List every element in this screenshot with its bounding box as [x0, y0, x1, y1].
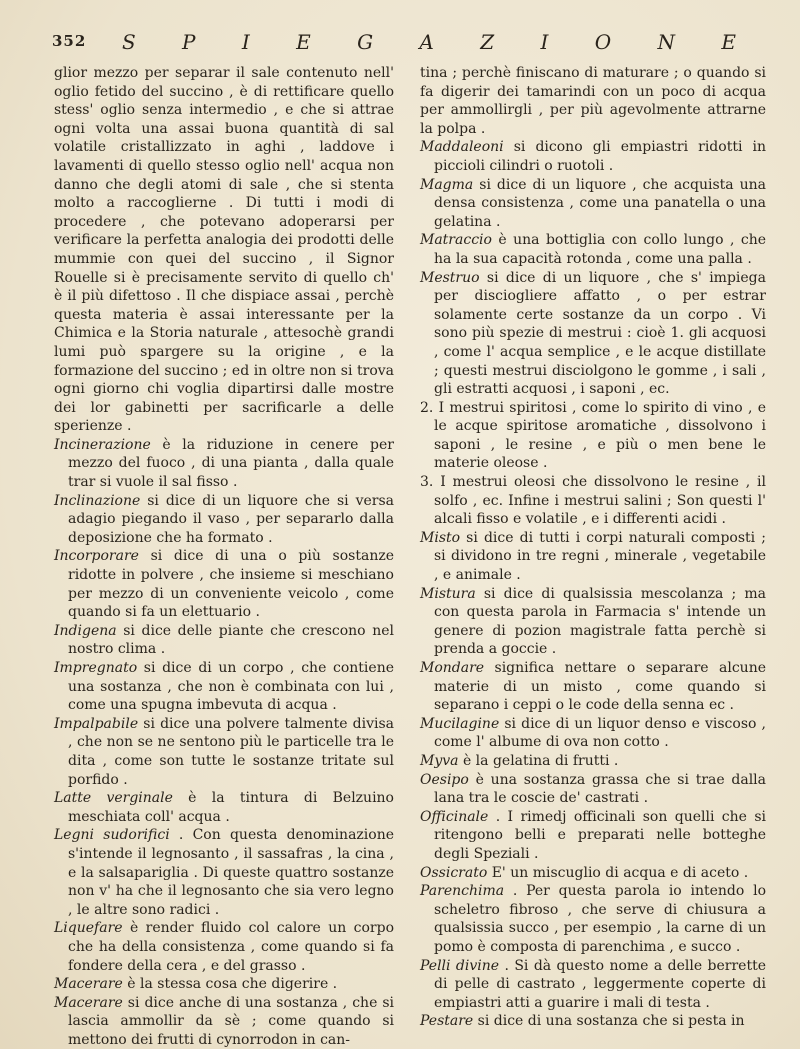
- entry-term: Oesipo: [420, 771, 469, 788]
- glossary-entry: [54, 826, 394, 919]
- glossary-entry: [420, 269, 766, 399]
- entry-definition: si dice di un corpo , che contiene una sostanza , che non è combinata con lui , come una spugna imbevuta di acqua .: [68, 660, 394, 714]
- entry-definition: è render fluido col calore un corpo che ha della consistenza , come quando si fa fondere della cera , e del grasso .: [68, 920, 394, 974]
- entry-definition: si dice di una o più sostanze ridotte in polvere , che insieme si meschiano per mezzo di un conveniente veicolo , come quando si fa un elettuario .: [68, 548, 394, 621]
- glossary-entry: [420, 771, 766, 808]
- glossary-entry: [420, 529, 766, 585]
- entry-term: Inclinazione: [54, 492, 141, 509]
- entry-definition: . I rimedj officinali son quelli che si ritengono belli e preparati nelle botteghe degli Speziali .: [434, 808, 766, 862]
- glossary-entry: [420, 585, 766, 659]
- entry-definition: . Si dà questo nome a delle berrette di pelle di castrato , leggermente coperte di empiastri atti a guarire i mali di testa .: [434, 957, 766, 1011]
- glossary-entry: [420, 808, 766, 864]
- entry-term: Pestare: [420, 1013, 474, 1030]
- entry-term: Misto: [420, 529, 461, 546]
- glossary-entry: [420, 1012, 766, 1031]
- glossary-entry: [420, 715, 766, 752]
- right-column: [420, 64, 766, 1031]
- entry-term: Liquefare: [54, 920, 123, 937]
- glossary-entry: [420, 138, 766, 175]
- entry-term: Incorporare: [54, 548, 139, 565]
- glossary-entry: [54, 715, 394, 789]
- glossary-entry: [54, 994, 394, 1049]
- entry-definition: si dice di qualsissia mescolanza ; ma con questa parola in Farmacia s' intende un genere di pozion magistrale fatta perchè si prenda a goccie .: [434, 585, 766, 658]
- glossary-entry: [420, 957, 766, 1013]
- glossary-entry: [54, 659, 394, 715]
- entry-term: Officinale: [420, 808, 489, 825]
- glossary-entry: [54, 975, 394, 994]
- entry-definition: si dice di un liquore , che s' impiega per disciogliere affatto , o per estrar solamente certe sostanze da un corpo . Vi sono più spezie di mestrui : cioè 1. gli acquosi , come l' acqua semplice , e le acque distillate ; questi mestrui disciolgono le gomme , i sali , gli estratti acquosi , i saponi , ec.: [434, 269, 766, 398]
- entry-definition: si dice di un liquore che si versa adagio piegando il vaso , per separarlo dalla deposizione che ha formato .: [68, 492, 394, 546]
- entry-term: Macerare: [54, 976, 123, 993]
- entry-term: Latte verginale: [54, 790, 173, 807]
- entry-term: Magma: [420, 176, 474, 193]
- entry-term: Mucilagine: [420, 715, 500, 732]
- entry-term: Macerare: [54, 994, 123, 1011]
- entry-definition: è la tintura di Belzuino meschiata coll' acqua .: [68, 790, 394, 825]
- entry-definition: E' un miscuglio di acqua e di aceto .: [487, 864, 749, 881]
- entry-term: Mistura: [420, 585, 476, 602]
- entry-term: Maddaleoni: [420, 139, 504, 156]
- entry-definition: si dice di un liquore , che acquista una densa consistenza , come una panatella o una gelatina .: [434, 176, 766, 230]
- numbered-paragraph: 2. I mestrui spiritosi , come lo spirito di vino , e le acque spiritose aromatiche , dissolvono i saponi , le resine , e più o men bene le materie oleose .: [420, 399, 766, 472]
- entry-term: Incinerazione: [54, 436, 151, 453]
- entry-term: Myva: [420, 752, 459, 769]
- glossary-entry: [54, 436, 394, 492]
- entry-term: Impregnato: [54, 660, 138, 676]
- entry-term: Pelli divine: [420, 957, 500, 974]
- numbered-paragraph: 3. I mestrui oleosi che dissolvono le resine , il solfo , ec. Infine i mestrui salini ; Son questi l' alcali fisso e volatile , e i differenti acidi .: [420, 474, 766, 528]
- glossary-entry: [54, 547, 394, 621]
- entry-definition: si dice delle piante che crescono nel nostro clima .: [68, 622, 394, 658]
- entry-term: Mestruo: [420, 269, 480, 286]
- body-paragraph: glior mezzo per separar il sale contenuto nell' oglio fetido del succino , è di rettificare quello stess' oglio senza intermedio , e che si attrae ogni volta una assai buona quantità di sal volatile cristallizzato in aghi , laddove i lavamenti di quello stesso oglio nell' acqua non danno che degli atomi di sale , che si stenta molto a raccoglierne . Di tutti i modi di procedere , che potevano adoperarsi per verificare la perfetta analogia dei prodotti delle mummie con quei del succino , il Signor Rouelle si è precisamente servito di quello ch' è il più difettoso . Il che dispiace assai , perchè questa materia è assai interessante per la Chimica e la Storia naturale , attesochè grandi lumi può spargere su la origine , e la formazione del succino ; ed in oltre non si trova ogni giorno chi voglia dipartirsi dalle mostre dei lor gabinetti per sacrificarle a delle sperienze .: [54, 65, 394, 435]
- entry-definition: si dice di una sostanza che si pesta in: [473, 1013, 745, 1030]
- glossary-entry: [420, 176, 766, 232]
- page-title: S P I E G A Z I O N E: [122, 30, 756, 54]
- entry-definition: si dice una polvere talmente divisa , che non se ne sentono più le particelle tra le dita , come son tutte le sostanze tritate sul porfido .: [68, 715, 394, 788]
- entry-term: Mondare: [420, 660, 485, 676]
- entry-term: Impalpabile: [54, 715, 139, 732]
- glossary-entry: [420, 659, 766, 715]
- entry-definition: è la gelatina di frutti .: [458, 752, 619, 769]
- entry-definition: è una sostanza grassa che si trae dalla lana tra le coscie de' castrati .: [434, 771, 766, 807]
- entry-term: Parenchima: [420, 883, 505, 900]
- entry-definition: è la riduzione in cenere per mezzo del fuoco , di una pianta , dalla quale trar si vuole il sal fisso .: [68, 436, 394, 491]
- entry-definition: si dice di un liquor denso e viscoso , come l' albume di ova non cotto .: [434, 715, 766, 751]
- glossary-entry: [420, 882, 766, 956]
- entry-term: Ossicrato: [420, 864, 488, 881]
- entry-definition: si dice anche di una sostanza , che si lascia ammollir da sè ; come quando si mettono dei frutti di cynorrodon in can-: [68, 994, 394, 1048]
- entry-term: Matraccio: [420, 232, 492, 249]
- glossary-entry: [54, 789, 394, 826]
- entry-definition: . Con questa denominazione s'intende il legnosanto , il sassafras , la cina , e la salsapariglia . Di queste quattro sostanze non v' ha che il legnosanto che sia vero legno , le altre sono radici .: [68, 827, 394, 918]
- entry-definition: è la stessa cosa che digerire .: [122, 976, 338, 993]
- entry-term: Indigena: [54, 622, 117, 639]
- glossary-entry: [54, 622, 394, 659]
- body-paragraph: tina ; perchè finiscano di maturare ; o quando si fa digerir dei tamarindi con un poco di acqua per ammollirgli , per più agevolmente attrarne la polpa .: [420, 65, 766, 137]
- glossary-entry: [420, 231, 766, 268]
- glossary-entry: [420, 864, 766, 883]
- glossary-entry: [54, 492, 394, 548]
- page-number: 352: [52, 32, 87, 50]
- glossary-entry: [54, 919, 394, 975]
- entry-definition: significa nettare o separare alcune materie di un misto , come quando si separano i ceppi o le code della senna ec .: [434, 660, 766, 714]
- entry-definition: è una bottiglia con collo lungo , che ha la sua capacità rotonda , come una palla .: [434, 232, 766, 267]
- entry-definition: si dice di tutti i corpi naturali composti ; si dividono in tre regni , minerale , vegetabile , e animale .: [434, 529, 766, 584]
- entry-definition: si dicono gli empiastri ridotti in piccioli cilindri o ruotoli .: [434, 139, 766, 174]
- glossary-entry: [420, 752, 766, 771]
- entry-definition: . Per questa parola io intendo lo scheletro fibroso , che serve di chiusura a qualsissia succo , per esempio , la carne di un pomo è composta di parenchima , e succo .: [434, 883, 766, 955]
- left-column: [54, 64, 394, 1049]
- running-head: [52, 30, 757, 60]
- entry-term: Legni sudorifici: [54, 827, 170, 844]
